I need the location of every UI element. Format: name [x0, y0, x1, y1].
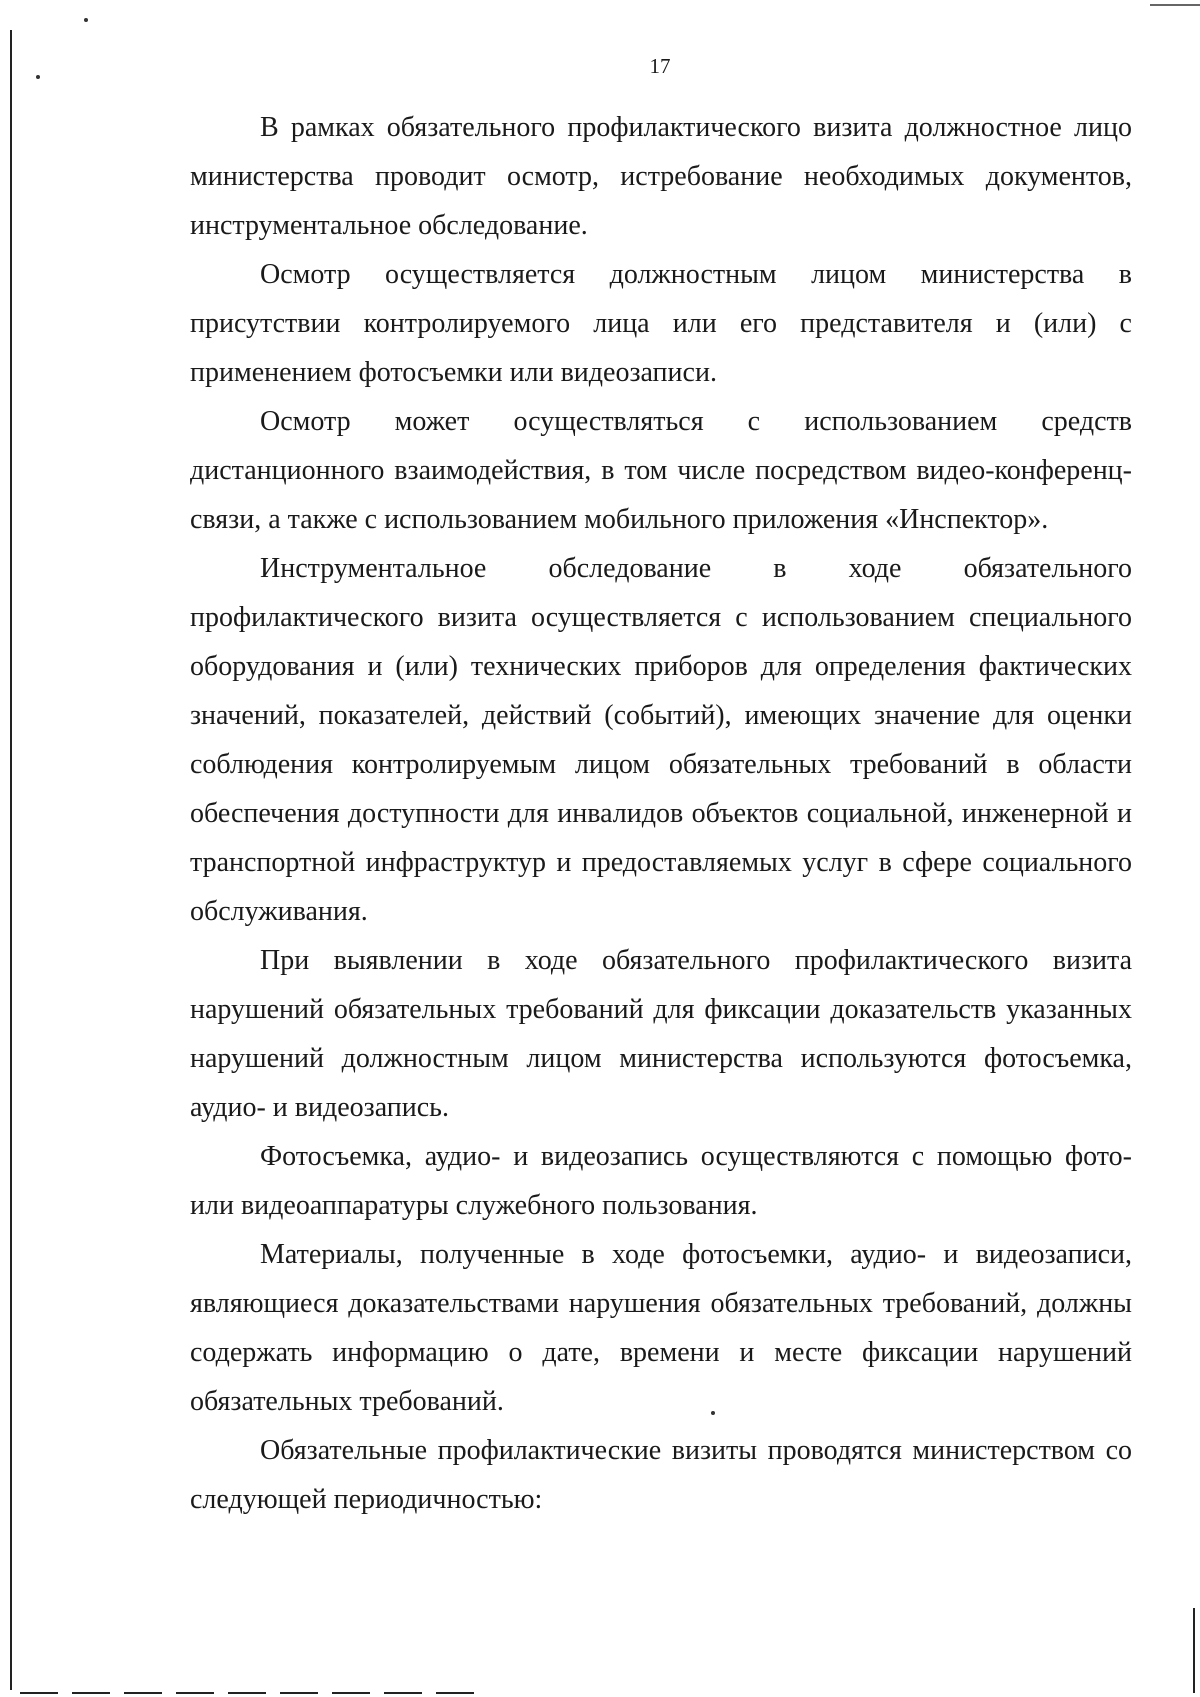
paragraph: При выявлении в ходе обязательного профилактического визита нарушений обязательных требований для фиксации доказательств указанных нарушений должностным лицом министерства используются фотосъемка, аудио- и видеозапись.: [190, 945, 1132, 1123]
paragraph: Обязательные профилактические визиты проводятся министерством со следующей периодичностью:: [190, 1435, 1132, 1515]
scan-border-bottom: [20, 1692, 480, 1694]
paragraph: Осмотр осуществляется должностным лицом министерства в присутствии контролируемого лица или его представителя и (или) с применением фотосъемки или видеозаписи.: [190, 259, 1132, 388]
paragraph: Инструментальное обследование в ходе обязательного профилактического визита осуществляется с использованием специального оборудования и (или) технических приборов для определения фактических значений, показателей, действий (событий), имеющих значение для оценки соблюдения контролируемым лицом обязательных требований в области обеспечения доступности для инвалидов объектов социальной, инженерной и транспортной инфраструктур и предоставляемых услуг в сфере социального обслуживания.: [190, 553, 1132, 927]
paragraph: В рамках обязательного профилактического визита должностное лицо министерства проводит осмотр, истребование необходимых документов, инструментальное обследование.: [190, 112, 1132, 241]
scan-border-right: [1193, 1608, 1195, 1693]
scan-border-top: [1150, 4, 1200, 6]
paragraph: Материалы, полученные в ходе фотосъемки, аудио- и видеозаписи, являющиеся доказательствами нарушения обязательных требований, должны содержать информацию о дате, времени и месте фиксации нарушений обязательных требований.: [190, 1239, 1132, 1417]
scan-speck: [84, 18, 88, 22]
paragraph: Фотосъемка, аудио- и видеозапись осуществляются с помощью фото- или видеоаппаратуры служебного пользования.: [190, 1141, 1132, 1221]
page-number: 17: [649, 54, 671, 78]
scan-border-left: [10, 30, 12, 1690]
document-body: [190, 103, 1132, 1524]
paragraph: Осмотр может осуществляться с использованием средств дистанционного взаимодействия, в том числе посредством видео-конференц-связи, а также с использованием мобильного приложения «Инспектор».: [190, 406, 1132, 535]
